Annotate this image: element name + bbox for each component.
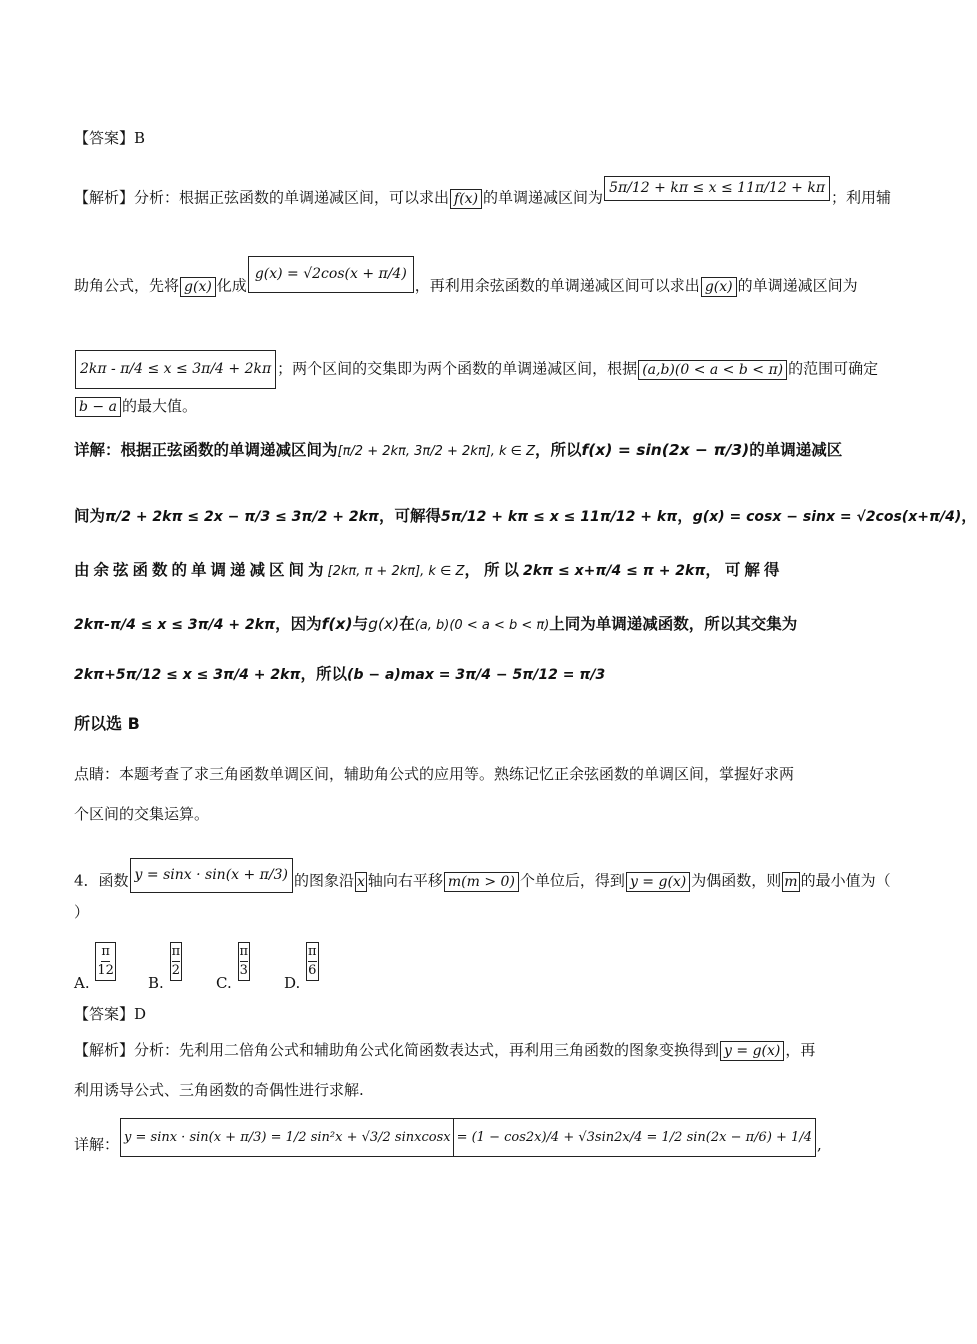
math-inline: 2kπ-π/4 ≤ x ≤ 3π/4 + 2kπ: [74, 617, 276, 633]
question-text: 为偶函数，则: [691, 871, 782, 890]
analysis-line-2: [74, 268, 890, 305]
analysis-text: 分析：先利用二倍角公式和辅助角公式化简函数表达式，再利用三角函数的图象变换得到: [134, 1041, 720, 1059]
fraction-denominator: 3: [239, 963, 248, 978]
formula-box: g(x) = √2cos(x + π/4): [248, 256, 414, 293]
answer-value: B: [134, 129, 146, 147]
detail-text: ，: [961, 507, 977, 525]
detail-text: 的单调递减区: [749, 441, 843, 459]
question-text: ）: [74, 903, 90, 921]
math-inline: [2kπ, π + 2kπ], k ∈ Z: [327, 564, 465, 579]
math-inline: 5π/12 + kπ ≤ x ≤ 11π/12 + kπ: [440, 509, 678, 525]
analysis-text: ；利用辅: [831, 188, 892, 207]
option-b[interactable]: [148, 942, 183, 992]
detail-text: ，因为: [275, 615, 322, 633]
answer-line-1: [74, 128, 890, 148]
question-number: 4．函数: [74, 871, 129, 890]
formula-box: 5π/12 + kπ ≤ x ≤ 11π/12 + kπ: [604, 176, 830, 201]
formula-box: g(x): [180, 277, 216, 297]
detail-text: 由余弦函数的单调递减区间为: [74, 561, 328, 579]
analysis-text: 的单调递减区间为: [737, 276, 858, 295]
question-text: 的图象沿: [293, 871, 354, 890]
detail-line-2: [74, 506, 977, 527]
option-formula: [238, 942, 251, 981]
detail-text: ，所以: [464, 561, 523, 579]
formula-box: f(x): [450, 189, 482, 209]
detail-text: 在: [399, 615, 415, 633]
formula-box: 2kπ - π/4 ≤ x ≤ 3π/4 + 2kπ: [75, 350, 276, 389]
math-inline: f(x): [321, 615, 353, 633]
analysis-text: 的最大值。: [121, 397, 197, 415]
detail-text: 详解：根据正弦函数的单调递减区间为: [74, 441, 338, 459]
analysis-text: 的单调递减区间为: [483, 188, 604, 207]
detail-text: 所以选 B: [74, 714, 140, 733]
fraction-numerator: π: [172, 943, 181, 962]
detail-line-4: [74, 614, 890, 636]
analysis2-line-1: [74, 1040, 890, 1061]
option-d[interactable]: [284, 942, 320, 992]
analysis-label: 【解析】: [74, 1041, 135, 1059]
detail-text: 间为: [74, 507, 106, 525]
fraction-numerator: π: [308, 943, 317, 962]
comment-text: 个区间的交集运算。: [74, 805, 210, 823]
option-formula: [306, 942, 319, 981]
analysis-text: 的范围可确定: [788, 359, 879, 378]
detail-label: 详解：: [74, 1135, 120, 1154]
question-text: 轴向右平移: [367, 871, 443, 890]
math-inline: 2kπ+5π/12 ≤ x ≤ 3π/4 + 2kπ: [74, 667, 301, 683]
analysis-text: 助角公式，先将: [74, 276, 180, 295]
option-letter: C.: [216, 973, 232, 992]
formula-box: y = sinx · sin(x + π/3): [130, 858, 293, 893]
detail-text: ，可解得: [705, 561, 784, 579]
answer-label: 【答案】: [74, 1005, 135, 1023]
math-inline: π/2 + 2kπ ≤ 2x − π/3 ≤ 3π/2 + 2kπ: [105, 509, 379, 525]
formula-box: y = g(x): [626, 872, 690, 892]
detail-text: ，所以: [300, 665, 348, 683]
option-letter: A.: [74, 973, 90, 992]
math-inline: [π/2 + 2kπ, 3π/2 + 2kπ], k ∈ Z: [337, 444, 536, 459]
math-inline: g(x) = cosx − sinx = √2cos(x+π/4): [692, 509, 962, 525]
detail-text: 与: [352, 615, 369, 633]
option-letter: D.: [284, 973, 301, 992]
comment-line-1: [74, 764, 890, 784]
option-letter: B.: [148, 973, 164, 992]
analysis-text: 利用诱导公式、三角函数的奇偶性进行求解.: [74, 1081, 364, 1099]
detail-text: ，可解得: [378, 507, 441, 525]
detail-line-1: [74, 440, 890, 462]
question-text: 个单位后，得到: [519, 871, 625, 890]
fraction-denominator: 2: [171, 963, 180, 978]
option-formula: [95, 942, 116, 981]
detail-text: ，所以: [535, 441, 582, 459]
question-text: 的最小值为（: [800, 871, 891, 890]
option-a[interactable]: [74, 942, 117, 992]
math-inline: 2kπ ≤ x+π/4 ≤ π + 2kπ: [522, 563, 706, 579]
analysis-line-1: [74, 180, 892, 211]
detail-text: 上同为单调递减函数，所以其交集为: [549, 615, 798, 633]
fraction-denominator: 12: [97, 963, 114, 978]
formula-box: x: [356, 873, 365, 890]
formula-box: (a,b)(0 < a < b < π): [638, 360, 787, 380]
math-inline: (b − a)max = 3π/4 − 5π/12 = π/3: [347, 667, 606, 683]
answer-label: 【答案】: [74, 129, 135, 147]
option-c[interactable]: [216, 942, 251, 992]
detail-line-5: [74, 664, 890, 685]
option-formula: [170, 942, 183, 981]
fraction-numerator: π: [240, 943, 249, 962]
math-inline: f(x) = sin(2x − π/3): [581, 441, 750, 459]
comment-line-2: [74, 804, 890, 824]
fraction-denominator: 6: [308, 963, 317, 978]
formula-box: = (1 − cos2x)/4 + √3sin2x/4 = 1/2 sin(2x − π/6) + 1/4: [453, 1118, 816, 1157]
math-inline: (a, b)(0 < a < b < π): [414, 618, 550, 633]
analysis-text: 分析：根据正弦函数的单调递减区间，可以求出: [134, 188, 450, 207]
analysis-label: 【解析】: [74, 188, 135, 207]
formula-box: b − a: [75, 397, 121, 417]
analysis2-line-2: [74, 1080, 890, 1100]
math-inline: g(x): [368, 615, 400, 633]
analysis-line-4: [74, 396, 890, 417]
analysis-text: ，再利用余弦函数的单调递减区间可以求出: [414, 276, 700, 295]
detail-text: ,: [816, 1135, 822, 1154]
detail-line-3: [74, 560, 890, 582]
analysis-text: ；两个区间的交集即为两个函数的单调递减区间，根据: [277, 359, 638, 378]
analysis-line-3: [74, 350, 890, 389]
answer-value: D: [134, 1005, 147, 1023]
formula-box: g(x): [701, 277, 737, 297]
detail-conclusion: [74, 714, 890, 734]
formula-box: m: [784, 873, 798, 890]
answer-line-2: [74, 1004, 890, 1024]
formula-box: m(m > 0): [444, 872, 519, 892]
analysis-text: 化成: [216, 276, 247, 295]
formula-box: y = g(x): [720, 1041, 784, 1061]
detail2-line-1: [74, 1126, 890, 1165]
question-4-line-1: [74, 864, 890, 899]
question-4-line-2: [74, 902, 890, 922]
comment-text: 点睛：本题考查了求三角函数单调区间，辅助角公式的应用等。熟练记忆正余弦函数的单调区间，掌握好求两: [74, 765, 795, 783]
detail-text: ，: [677, 507, 693, 525]
analysis-text: ，再: [785, 1041, 816, 1059]
fraction-numerator: π: [101, 943, 110, 962]
formula-box: y = sinx · sin(x + π/3) = 1/2 sin²x + √3/2 sinxcosx: [120, 1118, 455, 1157]
